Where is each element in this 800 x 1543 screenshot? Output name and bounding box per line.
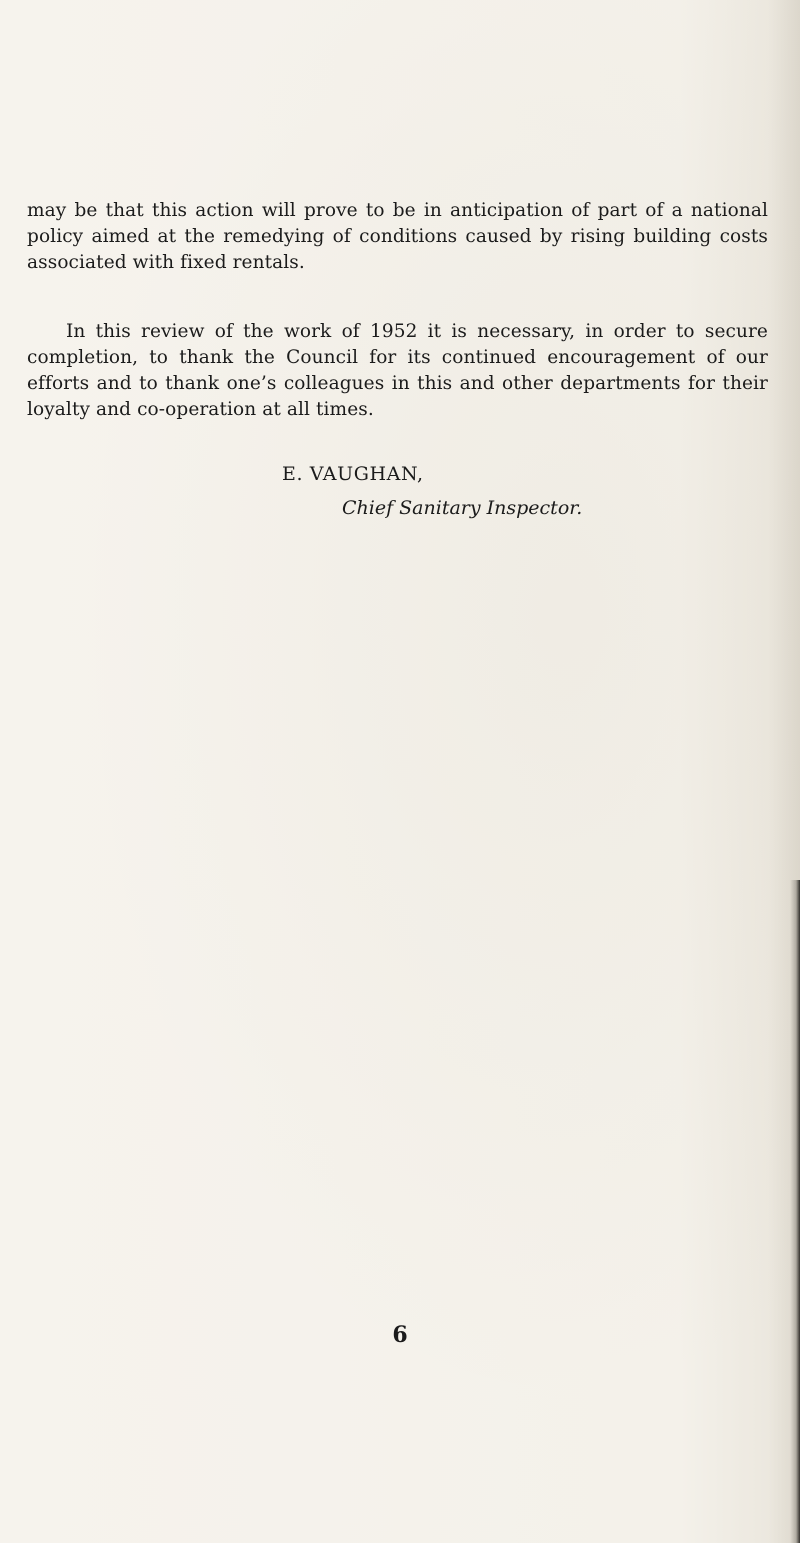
page-number: 6: [392, 1322, 408, 1348]
paragraph-continuation: may be that this action will prove to be in anticipation of part of a national policy aimed at the remedying of conditions caused by rising building costs associated with fixed rentals.: [27, 200, 768, 273]
signature-name: E. VAUGHAN,: [282, 463, 424, 485]
signature-title: Chief Sanitary Inspector.: [342, 497, 583, 519]
paragraph-acknowledgement: In this review of the work of 1952 it is necessary, in order to secure completion, to thank the Council for its continued encouragement of our efforts and to thank one’s colleagues in this and other departments for their loyalty and co-operation at all times.: [27, 321, 768, 420]
page-edge-shadow: [790, 880, 800, 1543]
